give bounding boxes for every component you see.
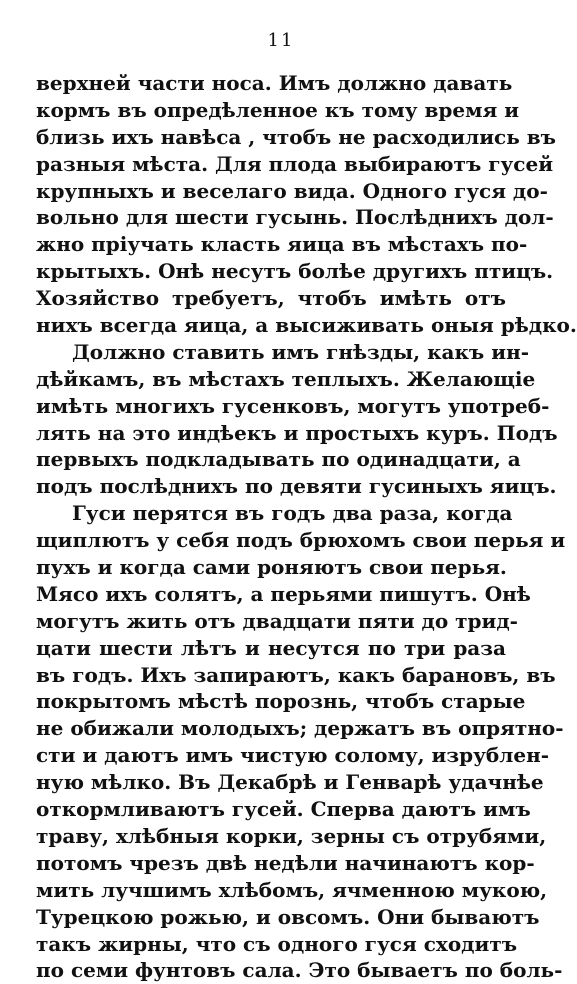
text-line: пухъ и когда сами роняютъ свои перья. — [36, 555, 507, 580]
text-line: цати шести лѣтъ и несутся по три раза — [36, 635, 506, 660]
text-line: откормливаютъ гусей. Сперва даютъ имъ — [36, 797, 531, 822]
text-line: Турецкою рожью, и овсомъ. Они бываютъ — [36, 904, 540, 929]
text-line: по семи фунтовъ сала. Это бываетъ по боль- — [36, 958, 563, 983]
text-line: жно пріучать класть яица въ мѣстахъ по- — [36, 232, 528, 257]
text-line: верхней части носа. Имъ должно давать — [36, 71, 513, 95]
text-line: Хозяйство требуетъ, чтобъ имѣть отъ — [36, 286, 506, 311]
text-line: потомъ чрезъ двѣ недѣли начинаютъ кор- — [36, 850, 535, 875]
paragraph-start-line: Гуси перятся въ годъ два раза, когда — [72, 501, 513, 526]
text-line: траву, хлѣбныя корки, зерны съ отрубями, — [36, 823, 547, 848]
text-line: мить лучшимъ хлѣбомъ, ячменною мукою, — [36, 877, 548, 902]
text-line: крупныхъ и веселаго вида. Одного гуся до- — [36, 178, 548, 203]
text-line: не обижали молодыхъ; держатъ въ опрятно- — [36, 716, 564, 741]
page-number: 11 — [267, 30, 295, 51]
text-line: подъ послѣднихъ по девяти гусиныхъ яицъ. — [36, 474, 557, 499]
text-line: такъ жирны, что съ одного гуся сходитъ — [36, 931, 518, 956]
text-line: вольно для шести гусынь. Послѣднихъ дол- — [36, 205, 554, 230]
text-line: кормъ въ опредѣленное къ тому время и — [36, 97, 520, 122]
text-line: могутъ жить отъ двадцати пяти до трид- — [36, 608, 518, 633]
text-line: покрытомъ мѣстѣ порознь, чтобъ старые — [36, 689, 526, 714]
text-line: ную мѣлко. Въ Декабрѣ и Генварѣ удачнѣе — [36, 770, 544, 795]
text-line: крытыхъ. Онѣ несутъ болѣе другихъ птицъ. — [36, 259, 554, 284]
text-line: лять на это индѣекъ и простыхъ куръ. Подъ — [36, 420, 558, 445]
body-text — [36, 70, 577, 984]
text-line: разныя мѣста. Для плода выбираютъ гусей — [36, 151, 554, 176]
text-line: щиплютъ у себя подъ брюхомъ свои перья и — [36, 528, 566, 553]
text-line: сти и даютъ имъ чистую солому, изрублен- — [36, 743, 550, 768]
text-line: дѣйкамъ, въ мѣстахъ теплыхъ. Желающіе — [36, 366, 536, 391]
text-line: нихъ всегда яица, а высиживать оныя рѣдко. — [36, 313, 577, 338]
text-line: имѣть многихъ гусенковъ, могутъ употреб- — [36, 393, 550, 418]
text-line: въ годъ. Ихъ запираютъ, какъ барановъ, въ — [36, 662, 556, 687]
text-line: Мясо ихъ солятъ, а перьями пишутъ. Онѣ — [36, 581, 531, 606]
paragraph-start-line: Должно ставить имъ гнѣзды, какъ ин- — [72, 339, 530, 364]
text-line: близь ихъ навѣса , чтобъ не расходились въ — [36, 124, 556, 149]
text-line: первыхъ подкладывать по одинадцати, а — [36, 447, 521, 472]
